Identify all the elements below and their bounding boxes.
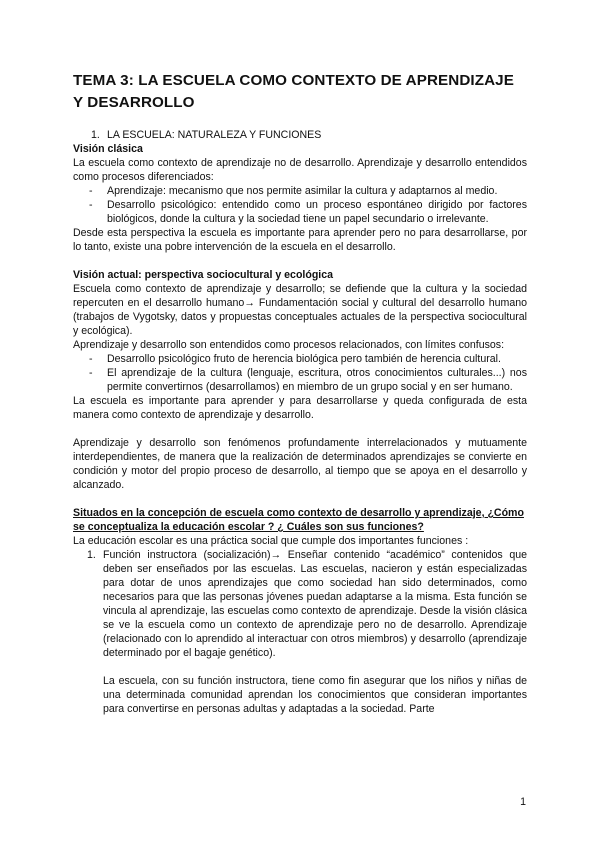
section-heading bbox=[91, 128, 527, 142]
situados-intro: La educación escolar es una práctica social que cumple dos importantes funciones : bbox=[73, 535, 469, 547]
list-item: - Desarrollo psicológico fruto de herencia biológica pero también de herencia cultural. bbox=[89, 353, 501, 365]
list-item: - El aprendizaje de la cultura (lenguaje, escritura, otros conocimientos culturales...) nos permite convertirnos (desarrollamos) en miembro de un grupo social y en ser humano. bbox=[89, 367, 527, 393]
situados-heading: Situados en la concepción de escuela como contexto de desarrollo y aprendizaje, ¿Cómo se conceptualiza la educación escolar ? ¿ Cuáles son sus funciones? bbox=[73, 507, 524, 533]
list-item: - Desarrollo psicológico: entendido como un proceso espontáneo dirigido por factores biológicos, donde la cultura y la sociedad tiene un papel secundario o irrelevante. bbox=[89, 199, 527, 225]
vision-actual-intro: Escuela como contexto de aprendizaje y desarrollo; se defiende que la cultura y la sociedad repercuten en el desarrollo humano→ Fundamentación social y cultural del desarrollo humano (trabajos de Vygotsky, datos y propuestas conceptuales actuales de la perspectiva sociocultural y ecológica). bbox=[73, 283, 527, 337]
vision-clasica-heading: Visión clásica bbox=[73, 143, 143, 155]
vision-actual-heading: Visión actual: perspectiva sociocultural y ecológica bbox=[73, 269, 334, 281]
list-item: - Aprendizaje: mecanismo que nos permite asimilar la cultura y adaptarnos al medio. bbox=[89, 185, 498, 197]
document-page bbox=[73, 70, 527, 716]
list-item: 1. Función instructora (socialización)→ Enseñar contenido “académico” contenidos que deben ser enseñados por las escuelas. Las escuelas, nacieron y están especializadas para dotar de unos aprendizajes que como sociedad han sido determinados, como necesarios para que las personas jóvenes puedan adaptarse a la misma. Esta función se vincula al aprendizaje, las escuelas como contexto de aprendizaje. Desde la visión clásica se ve la escuela como un contexto de aprendizaje pero no de desarrollo. Aprendizaje (relacionado con lo aprendido al interactuar con otros miembros) y desarrollo (aprendizaje determinado por el bagaje genético). bbox=[87, 549, 527, 659]
vision-clasica-list bbox=[73, 184, 527, 226]
section-label: LA ESCUELA: NATURALEZA Y FUNCIONES bbox=[107, 129, 322, 141]
vision-clasica-closing: Desde esta perspectiva la escuela es importante para aprender pero no para desarrollarse, por lo tanto, existe una pobre intervención de la escuela en el desarrollo. bbox=[73, 227, 527, 253]
page-number: 1 bbox=[520, 796, 526, 808]
section-number: 1. bbox=[91, 129, 100, 141]
followup-paragraph: La escuela, con su función instructora, tiene como fin asegurar que los niños y niñas de una determinada comunidad aprendan los conocimientos que consideran importantes para convertirse en personas adultas y adaptadas a la sociedad. Parte bbox=[103, 675, 527, 715]
functions-list bbox=[73, 548, 527, 660]
vision-actual-list bbox=[73, 352, 527, 394]
vision-actual-closing: La escuela es importante para aprender y para desarrollarse y queda configurada de esta manera como contexto de aprendizaje y desarrollo. bbox=[73, 395, 527, 421]
page-title: TEMA 3: LA ESCUELA COMO CONTEXTO DE APRENDIZAJE Y DESARROLLO bbox=[73, 72, 514, 111]
interrelation-paragraph: Aprendizaje y desarrollo son fenómenos profundamente interrelacionados y mutuamente interdependientes, de manera que la realización de determinados aprendizajes se convierte en condición y motor del propio proceso de desarrollo, al tiempo que se apoya en el desarrollo y alcanzado. bbox=[73, 437, 527, 491]
vision-actual-intro2: Aprendizaje y desarrollo son entendidos como procesos relacionados, con límites confusos: bbox=[73, 339, 505, 351]
vision-clasica-intro: La escuela como contexto de aprendizaje no de desarrollo. Aprendizaje y desarrollo entendidos como procesos diferenciados: bbox=[73, 157, 527, 183]
